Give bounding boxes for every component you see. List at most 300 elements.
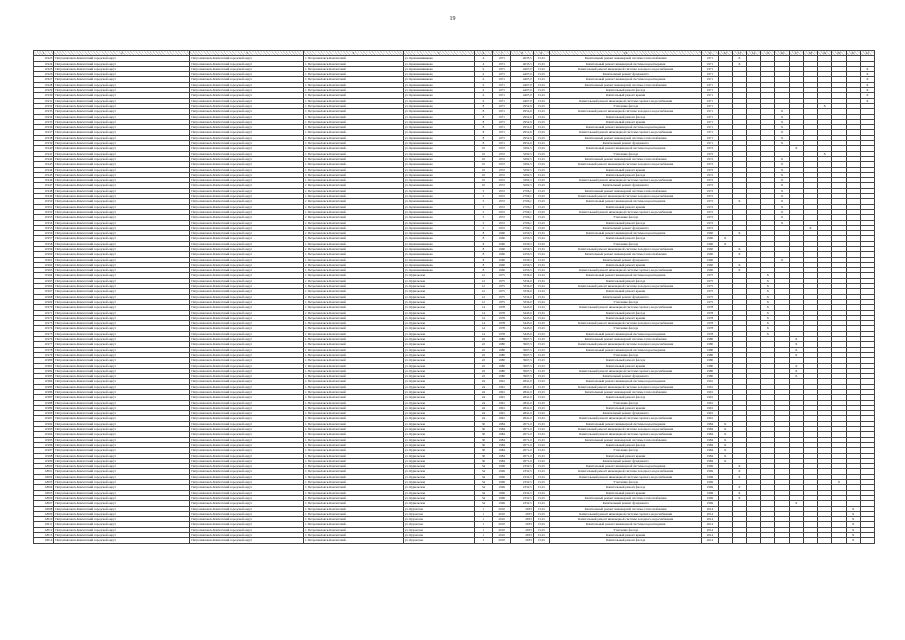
cell-h: 10 <box>474 151 492 156</box>
mark-cell: X <box>761 273 775 278</box>
cell-d: Петропавловск-Камчатский городской округ <box>54 469 190 474</box>
cell-y: 1971 <box>493 114 511 119</box>
mark-cell <box>775 538 789 543</box>
cell-a: 4035,5 <box>511 61 533 66</box>
cell-p: 15,01 <box>533 379 549 384</box>
cell-y: 1960 <box>493 231 511 236</box>
cell-st: ул. Курильская <box>403 315 474 320</box>
mark-cell: X <box>732 474 746 479</box>
cell-s: г. Петропавловск-Камчатский <box>304 511 404 516</box>
column-header: 15 <box>761 51 775 56</box>
cell-s: г. Петропавловск-Камчатский <box>304 427 404 432</box>
cell-y: 1980 <box>493 347 511 352</box>
cell-pl: 1972 <box>702 183 718 188</box>
cell-w: Капитальный ремонт инженерной системы холодного водоснабжения <box>549 469 701 474</box>
column-header: 12 <box>718 51 732 56</box>
cell-p: 15,01 <box>533 485 549 490</box>
cell-st: ул. Крашенинникова <box>403 246 474 251</box>
cell-a: 1650,5 <box>511 241 533 246</box>
cell-h: 30 <box>474 427 492 432</box>
cell-m: Петропавловск-Камчатский городской округ <box>190 215 304 220</box>
cell-n: 11942 <box>34 156 54 161</box>
cell-p: 15,01 <box>533 469 549 474</box>
cell-y: 1991 <box>493 405 511 410</box>
column-header: 8 <box>511 51 533 56</box>
cell-s: г. Петропавловск-Камчатский <box>304 395 404 400</box>
cell-n: 11982 <box>34 368 54 373</box>
cell-y: 1971 <box>493 125 511 130</box>
cell-h: 8 <box>474 241 492 246</box>
cell-st: ул. Крашенинникова <box>403 119 474 124</box>
cell-h: 8 <box>474 130 492 135</box>
cell-n: 11928 <box>34 82 54 87</box>
cell-p: 15,01 <box>533 480 549 485</box>
cell-a: 4407,0 <box>511 98 533 103</box>
cell-pl: 1971 <box>702 114 718 119</box>
cell-st: ул. Курильская <box>403 395 474 400</box>
cell-n: 11926 <box>34 72 54 77</box>
cell-m: Петропавловск-Камчатский городской округ <box>190 151 304 156</box>
cell-d: Петропавловск-Камчатский городской округ <box>54 390 190 395</box>
cell-m: Петропавловск-Камчатский городской округ <box>190 517 304 522</box>
cell-y: 1969 <box>493 464 511 469</box>
cell-s: г. Петропавловск-Камчатский <box>304 453 404 458</box>
cell-h: 8 <box>474 236 492 241</box>
cell-p: 15,01 <box>533 299 549 304</box>
table-row <box>34 538 875 543</box>
page-number: 19 <box>449 16 456 22</box>
cell-a: 2841,0 <box>511 390 533 395</box>
cell-h: 24 <box>474 390 492 395</box>
cell-a: 2071,0 <box>511 448 533 453</box>
cell-d: Петропавловск-Камчатский городской округ <box>54 374 190 379</box>
mark-cell: X <box>732 231 746 236</box>
cell-n: 11947 <box>34 183 54 188</box>
cell-m: Петропавловск-Камчатский городской округ <box>190 183 304 188</box>
cell-pl: 1972 <box>702 151 718 156</box>
cell-a: 2332,5 <box>511 485 533 490</box>
cell-st: ул. Курильская <box>403 363 474 368</box>
cell-d: Петропавловск-Камчатский городской округ <box>54 130 190 135</box>
cell-m: Петропавловск-Камчатский городской округ <box>190 395 304 400</box>
cell-st: ул. Крашенинникова <box>403 77 474 82</box>
cell-st: ул. Курильская <box>403 284 474 289</box>
cell-pl: 1972 <box>702 167 718 172</box>
cell-h: 6 <box>474 93 492 98</box>
cell-p: 15,01 <box>533 310 549 315</box>
cell-s: г. Петропавловск-Камчатский <box>304 204 404 209</box>
cell-pl: 1969 <box>702 490 718 495</box>
cell-st: ул. Курильская <box>403 321 474 326</box>
cell-m: Петропавловск-Камчатский городской округ <box>190 188 304 193</box>
cell-h: 14 <box>474 310 492 315</box>
mark-cell <box>718 538 732 543</box>
cell-h: 24 <box>474 384 492 389</box>
cell-m: Петропавловск-Камчатский городской округ <box>190 522 304 527</box>
cell-m: Петропавловск-Камчатский городской округ <box>190 109 304 114</box>
cell-s: г. Петропавловск-Камчатский <box>304 82 404 87</box>
cell-w: Капитальный ремонт фасада <box>549 220 701 225</box>
cell-a: 2071,0 <box>511 453 533 458</box>
cell-w: Капитальный ремонт инженерной системы холодного водоснабжения <box>549 342 701 347</box>
cell-y: 2010 <box>493 533 511 538</box>
cell-pl: 1972 <box>702 146 718 151</box>
cell-w: Капитальный ремонт инженерной системы холодного водоснабжения <box>549 321 701 326</box>
cell-st: ул. Крашенинникова <box>403 141 474 146</box>
cell-st: ул. Курильская <box>403 358 474 363</box>
cell-n: 11925 <box>34 66 54 71</box>
cell-w: Капитальный ремонт фасада <box>549 236 701 241</box>
cell-st: ул. Курильская <box>403 326 474 331</box>
cell-p: 15,01 <box>533 209 549 214</box>
cell-p: 15,01 <box>533 358 549 363</box>
cell-n: 11961 <box>34 257 54 262</box>
cell-n: 11972 <box>34 315 54 320</box>
cell-y: 1978 <box>493 310 511 315</box>
cell-m: Петропавловск-Камчатский городской округ <box>190 77 304 82</box>
mark-cell <box>732 538 746 543</box>
cell-s: г. Петропавловск-Камчатский <box>304 464 404 469</box>
mark-cell: X <box>775 172 789 177</box>
cell-w: Капитальный ремонт фундамента <box>549 374 701 379</box>
cell-y: 1972 <box>493 183 511 188</box>
cell-y: 1971 <box>493 61 511 66</box>
cell-n: 11959 <box>34 246 54 251</box>
cell-a: 3997,5 <box>511 352 533 357</box>
cell-h: 14 <box>474 315 492 320</box>
cell-st: ул. Курильская <box>403 464 474 469</box>
mark-cell: X <box>775 204 789 209</box>
mark-cell: X <box>775 194 789 199</box>
cell-p: 15,01 <box>533 363 549 368</box>
cell-p: 15,01 <box>533 501 549 506</box>
cell-m: Петропавловск-Камчатский городской округ <box>190 469 304 474</box>
cell-d: Петропавловск-Камчатский городской округ <box>54 61 190 66</box>
mark-cell: X <box>761 289 775 294</box>
cell-n: 12008 <box>34 506 54 511</box>
cell-d: Петропавловск-Камчатский городской округ <box>54 437 190 442</box>
cell-d: Петропавловск-Камчатский городской округ <box>54 474 190 479</box>
cell-n: 11940 <box>34 146 54 151</box>
cell-p: 15,01 <box>533 315 549 320</box>
cell-m: Петропавловск-Камчатский городской округ <box>190 352 304 357</box>
cell-st: ул. Курильская <box>403 474 474 479</box>
cell-a: 1650,5 <box>511 257 533 262</box>
cell-y: 1975 <box>493 284 511 289</box>
cell-pl: 2014 <box>702 522 718 527</box>
cell-w: Утепление фасада <box>549 527 701 532</box>
cell-h: 30 <box>474 458 492 463</box>
cell-pl: 1971 <box>702 66 718 71</box>
cell-p: 15,01 <box>533 411 549 416</box>
cell-h: 1 <box>474 533 492 538</box>
cell-w: Капитальный ремонт инженерной системы водоотведения <box>549 273 701 278</box>
cell-w: Капитальный ремонт инженерной системы теплоснабжения <box>549 156 701 161</box>
cell-m: Петропавловск-Камчатский городской округ <box>190 299 304 304</box>
cell-a: 2071,0 <box>511 437 533 442</box>
cell-d: Петропавловск-Камчатский городской округ <box>54 464 190 469</box>
cell-n: 11994 <box>34 432 54 437</box>
cell-n: 11987 <box>34 395 54 400</box>
cell-st: ул. Крашенинникова <box>403 220 474 225</box>
cell-pl: 1960 <box>702 241 718 246</box>
cell-a: 2952,6 <box>511 125 533 130</box>
cell-y: 1972 <box>493 178 511 183</box>
cell-y: 1980 <box>493 363 511 368</box>
cell-p: 15,01 <box>533 167 549 172</box>
cell-p: 15,01 <box>533 342 549 347</box>
cell-a: 3292,5 <box>511 156 533 161</box>
cell-d: Петропавловск-Камчатский городской округ <box>54 511 190 516</box>
cell-pl: 1978 <box>702 305 718 310</box>
cell-st: ул. Курильская <box>403 421 474 426</box>
cell-st: ул. Курильская <box>403 337 474 342</box>
mark-cell: X <box>775 178 789 183</box>
cell-d: Петропавловск-Камчатский городской округ <box>54 384 190 389</box>
cell-n: 12009 <box>34 511 54 516</box>
cell-a: 5443,0 <box>511 321 533 326</box>
cell-st: ул. Крашенинникова <box>403 82 474 87</box>
cell-d: Петропавловск-Камчатский городской округ <box>54 156 190 161</box>
cell-pl: 1969 <box>702 495 718 500</box>
cell-d: Петропавловск-Камчатский городской округ <box>54 442 190 447</box>
cell-p: 15,01 <box>533 374 549 379</box>
cell-w: Капитальный ремонт крыши <box>549 533 701 538</box>
cell-p: 15,01 <box>533 215 549 220</box>
cell-d: Петропавловск-Камчатский городской округ <box>54 379 190 384</box>
cell-s: г. Петропавловск-Камчатский <box>304 135 404 140</box>
mark-cell: X <box>789 347 803 352</box>
cell-d: Петропавловск-Камчатский городской округ <box>54 284 190 289</box>
mark-cell: X <box>775 130 789 135</box>
cell-y: 1971 <box>493 93 511 98</box>
cell-m: Петропавловск-Камчатский городской округ <box>190 130 304 135</box>
cell-d: Петропавловск-Камчатский городской округ <box>54 506 190 511</box>
cell-y: 1991 <box>493 384 511 389</box>
cell-d: Петропавловск-Камчатский городской округ <box>54 188 190 193</box>
cell-h: 12 <box>474 273 492 278</box>
cell-n: 11935 <box>34 119 54 124</box>
cell-pl: 1960 <box>702 268 718 273</box>
mark-cell: X <box>803 225 817 230</box>
cell-w: Капитальный ремонт инженерной системы теплоснабжения <box>549 495 701 500</box>
cell-a: 2952,6 <box>511 109 533 114</box>
mark-cell: X <box>718 421 732 426</box>
cell-y: 1984 <box>493 453 511 458</box>
cell-a: 2332,5 <box>511 474 533 479</box>
cell-y: 1971 <box>493 119 511 124</box>
cell-p: 15,01 <box>533 321 549 326</box>
cell-d: Петропавловск-Камчатский городской округ <box>54 321 190 326</box>
mark-cell: X <box>789 374 803 379</box>
cell-s: г. Петропавловск-Камчатский <box>304 162 404 167</box>
cell-y: 1972 <box>493 204 511 209</box>
cell-n: 11951 <box>34 204 54 209</box>
cell-h: 8 <box>474 125 492 130</box>
cell-s: г. Петропавловск-Камчатский <box>304 194 404 199</box>
cell-a: 2933 <box>511 533 533 538</box>
cell-s: г. Петропавловск-Камчатский <box>304 442 404 447</box>
cell-w: Капитальный ремонт фундамента <box>549 411 701 416</box>
cell-y: 2010 <box>493 538 511 543</box>
cell-s: г. Петропавловск-Камчатский <box>304 527 404 532</box>
cell-m: Петропавловск-Камчатский городской округ <box>190 103 304 108</box>
cell-m: Петропавловск-Камчатский городской округ <box>190 331 304 336</box>
column-header: 1 <box>34 51 54 56</box>
cell-h: 14 <box>474 331 492 336</box>
mark-cell: X <box>718 442 732 447</box>
mark-cell: X <box>761 310 775 315</box>
cell-n: 11950 <box>34 199 54 204</box>
cell-y: 1960 <box>493 241 511 246</box>
cell-y: 1972 <box>493 156 511 161</box>
cell-st: ул. Курильская <box>403 273 474 278</box>
column-header: 7 <box>493 51 511 56</box>
cell-a: 3334,0 <box>511 289 533 294</box>
cell-y: 1969 <box>493 490 511 495</box>
cell-a: 2841,0 <box>511 405 533 410</box>
cell-p: 15,01 <box>533 305 549 310</box>
cell-pl: 1971 <box>702 61 718 66</box>
cell-pl: 1978 <box>702 315 718 320</box>
mark-cell: X <box>775 119 789 124</box>
cell-y: 1960 <box>493 262 511 267</box>
cell-pl: 1971 <box>702 72 718 77</box>
cell-s: г. Петропавловск-Камчатский <box>304 421 404 426</box>
cell-a: 1650,5 <box>511 246 533 251</box>
cell-d: Петропавловск-Камчатский городской округ <box>54 93 190 98</box>
cell-m: Петропавловск-Камчатский городской округ <box>190 384 304 389</box>
cell-s: г. Петропавловск-Камчатский <box>304 215 404 220</box>
cell-p: 15,01 <box>533 252 549 257</box>
cell-m: Петропавловск-Камчатский городской округ <box>190 405 304 410</box>
cell-p: 15,01 <box>533 119 549 124</box>
cell-h: 22 <box>474 352 492 357</box>
mark-cell: X <box>846 533 860 538</box>
cell-s: г. Петропавловск-Камчатский <box>304 178 404 183</box>
cell-y: 1984 <box>493 437 511 442</box>
cell-w: Капитальный ремонт инженерной системы горячего водоснабжения <box>549 98 701 103</box>
cell-s: г. Петропавловск-Камчатский <box>304 103 404 108</box>
mark-cell: X <box>761 284 775 289</box>
cell-d: Петропавловск-Камчатский городской округ <box>54 88 190 93</box>
cell-st: ул. Курильская <box>403 305 474 310</box>
cell-y: 1975 <box>493 299 511 304</box>
column-header: 4 <box>304 51 404 56</box>
cell-m: Петропавловск-Камчатский городской округ <box>190 66 304 71</box>
cell-pl: 1971 <box>702 82 718 87</box>
cell-n: 11968 <box>34 294 54 299</box>
cell-y: 1984 <box>493 442 511 447</box>
cell-st: ул. Курильская <box>403 310 474 315</box>
cell-a: 2706,1 <box>511 220 533 225</box>
cell-n: 11966 <box>34 284 54 289</box>
column-header: 22 <box>860 51 874 56</box>
cell-p: 15,01 <box>533 93 549 98</box>
cell-pl: 1980 <box>702 347 718 352</box>
cell-h: 4 <box>474 61 492 66</box>
cell-d: Петропавловск-Камчатский городской округ <box>54 453 190 458</box>
cell-p: 15,01 <box>533 246 549 251</box>
cell-a: 3997,5 <box>511 358 533 363</box>
cell-m: Петропавловск-Камчатский городской округ <box>190 88 304 93</box>
cell-a: 3997,5 <box>511 374 533 379</box>
cell-y: 1980 <box>493 358 511 363</box>
mark-cell: X <box>775 257 789 262</box>
mark-cell: X <box>775 188 789 193</box>
column-header: 19 <box>818 51 832 56</box>
cell-d: Петропавловск-Камчатский городской округ <box>54 395 190 400</box>
cell-m: Петропавловск-Камчатский городской округ <box>190 458 304 463</box>
cell-p: 15,01 <box>533 326 549 331</box>
cell-pl: 2014 <box>702 517 718 522</box>
cell-st: ул. Курчатова <box>403 511 474 516</box>
cell-y: 1972 <box>493 188 511 193</box>
cell-y: 1975 <box>493 294 511 299</box>
cell-h: 1 <box>474 538 492 543</box>
cell-s: г. Петропавловск-Камчатский <box>304 262 404 267</box>
cell-h: 14 <box>474 305 492 310</box>
cell-y: 2010 <box>493 511 511 516</box>
cell-d: Петропавловск-Камчатский городской округ <box>54 119 190 124</box>
cell-s: г. Петропавловск-Камчатский <box>304 119 404 124</box>
cell-w: Капитальный ремонт инженерной системы теплоснабжения <box>549 82 701 87</box>
cell-y: 1972 <box>493 162 511 167</box>
cell-d: Петропавловск-Камчатский городской округ <box>54 178 190 183</box>
cell-s: г. Петропавловск-Камчатский <box>304 368 404 373</box>
cell-s: г. Петропавловск-Камчатский <box>304 273 404 278</box>
mark-cell: X <box>732 464 746 469</box>
cell-s: г. Петропавловск-Камчатский <box>304 72 404 77</box>
cell-h: 6 <box>474 77 492 82</box>
cell-pl: 1972 <box>702 188 718 193</box>
cell-st: ул. Крашенинникова <box>403 257 474 262</box>
cell-h: 10 <box>474 146 492 151</box>
cell-p: 15,01 <box>533 151 549 156</box>
mark-cell <box>761 538 775 543</box>
cell-s: г. Петропавловск-Камчатский <box>304 321 404 326</box>
cell-s: г. Петропавловск-Камчатский <box>304 299 404 304</box>
cell-n: 11943 <box>34 162 54 167</box>
cell-a: 3334,0 <box>511 278 533 283</box>
cell-p: 15,01 <box>533 236 549 241</box>
cell-n: 11970 <box>34 305 54 310</box>
cell-p: 15,01 <box>533 284 549 289</box>
cell-n: 11993 <box>34 427 54 432</box>
cell-h: 10 <box>474 162 492 167</box>
cell-s: г. Петропавловск-Камчатский <box>304 358 404 363</box>
cell-st: ул. Крашенинникова <box>403 151 474 156</box>
cell-pl: 1971 <box>702 119 718 124</box>
column-header: 10 <box>549 51 701 56</box>
cell-h: 34 <box>474 501 492 506</box>
cell-n: 11988 <box>34 400 54 405</box>
mark-cell: X <box>789 352 803 357</box>
cell-h: 34 <box>474 490 492 495</box>
cell-y: 1978 <box>493 321 511 326</box>
cell-w: Капитальный ремонт крыши <box>549 405 701 410</box>
cell-w: Капитальный ремонт крыши <box>549 262 701 267</box>
cell-s: г. Петропавловск-Камчатский <box>304 225 404 230</box>
mark-cell: X <box>732 56 746 61</box>
cell-pl: 1969 <box>702 474 718 479</box>
cell-m: Петропавловск-Камчатский городской округ <box>190 172 304 177</box>
cell-a: 3997,5 <box>511 342 533 347</box>
mark-cell <box>818 538 832 543</box>
cell-st: ул. Курчатова <box>403 517 474 522</box>
cell-w: Капитальный ремонт инженерной системы теплоснабжения <box>549 390 701 395</box>
cell-h: 34 <box>474 495 492 500</box>
